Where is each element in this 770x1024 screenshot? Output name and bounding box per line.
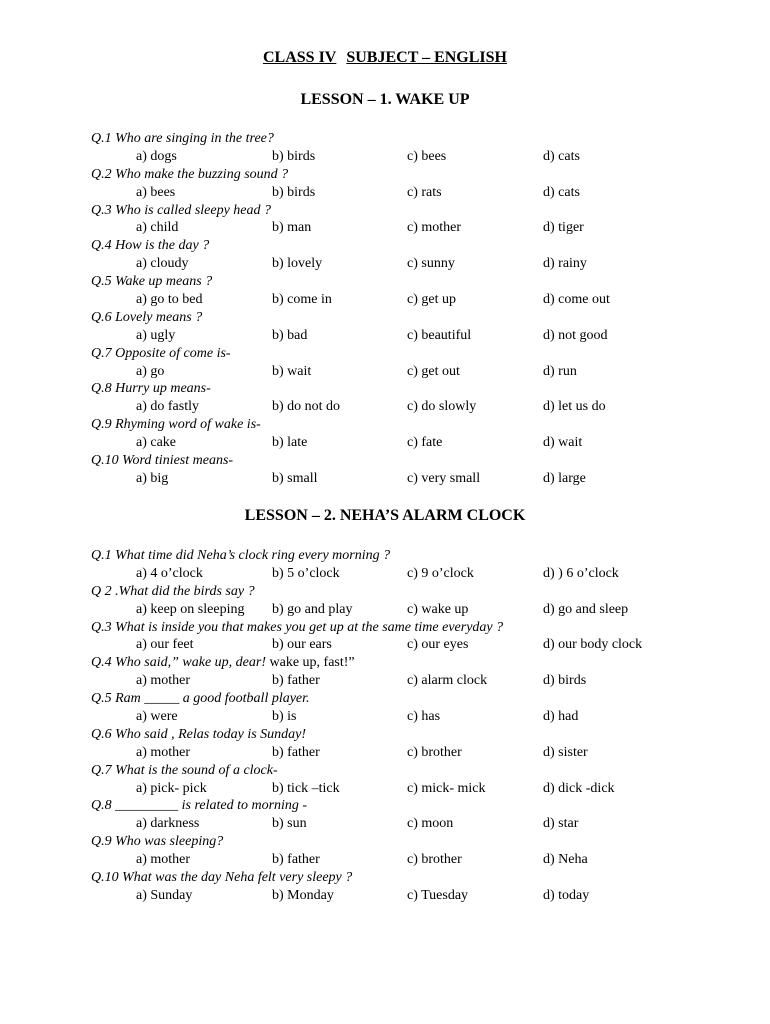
question-label: Q.1 Who are singing in the tree? bbox=[91, 131, 274, 146]
answer-option: a) big bbox=[136, 470, 169, 486]
answer-option: a) 4 o’clock bbox=[136, 565, 203, 581]
answer-options bbox=[91, 601, 751, 619]
question-label: Q.7 What is the sound of a clock- bbox=[91, 762, 278, 778]
answer-option: d) cats bbox=[543, 148, 580, 164]
answer-option: b) late bbox=[272, 435, 308, 451]
answer-option: c) get up bbox=[407, 292, 456, 308]
question-text bbox=[91, 583, 751, 601]
question-label: Q.10 What was the day Neha felt very sleepy ? bbox=[91, 870, 353, 886]
answer-option: d) dick -dick bbox=[543, 780, 615, 796]
answer-option: c) fate bbox=[407, 435, 443, 451]
worksheet-header bbox=[0, 48, 770, 68]
answer-option: a) cloudy bbox=[136, 256, 189, 272]
answer-option: c) alarm clock bbox=[407, 673, 488, 689]
answer-option: d) come out bbox=[543, 292, 610, 308]
answer-option: d) had bbox=[543, 709, 579, 725]
lesson-2-title: LESSON – 2. NEHA’S ALARM CLOCK bbox=[244, 507, 526, 524]
subject-label: SUBJECT – ENGLISH bbox=[346, 49, 507, 66]
question-text bbox=[91, 166, 751, 184]
answer-option: a) child bbox=[136, 220, 179, 236]
question-text bbox=[91, 654, 751, 672]
answer-options bbox=[91, 148, 751, 166]
answer-option: b) is bbox=[272, 709, 297, 725]
answer-option: d) Neha bbox=[543, 852, 588, 868]
answer-option: a) Sunday bbox=[136, 887, 193, 903]
answer-options bbox=[91, 398, 751, 416]
question-label: Q.1 What time did Neha’s clock ring every morning ? bbox=[91, 548, 391, 563]
answer-option: c) brother bbox=[407, 744, 462, 760]
question-text bbox=[91, 202, 751, 220]
question-text bbox=[91, 619, 751, 637]
question-text bbox=[91, 690, 751, 708]
lesson-1-questions bbox=[91, 130, 751, 488]
answer-option: b) small bbox=[272, 470, 318, 486]
question-label: Q.9 Rhyming word of wake is- bbox=[91, 417, 261, 433]
answer-option: b) do not do bbox=[272, 399, 341, 415]
answer-option: b) tick –tick bbox=[272, 780, 340, 796]
question-label: Q.2 Who make the buzzing sound ? bbox=[91, 166, 289, 182]
answer-option: a) our feet bbox=[136, 637, 194, 653]
answer-option: a) cake bbox=[136, 435, 177, 451]
answer-option: a) dogs bbox=[136, 148, 177, 164]
question-text bbox=[91, 726, 751, 744]
answer-options bbox=[91, 184, 751, 202]
question-text bbox=[91, 345, 751, 363]
question-label: Q.3 What is inside you that makes you get up at the same time everyday ? bbox=[91, 619, 504, 635]
answer-option: c) brother bbox=[407, 852, 462, 868]
answer-option: b) birds bbox=[272, 184, 316, 200]
answer-option: a) mother bbox=[136, 852, 191, 868]
answer-options bbox=[91, 291, 751, 309]
answer-option: c) sunny bbox=[407, 256, 455, 272]
answer-options bbox=[91, 327, 751, 345]
question-text bbox=[91, 416, 751, 434]
answer-option: b) come in bbox=[272, 292, 332, 308]
answer-option: c) our eyes bbox=[407, 637, 469, 653]
answer-options bbox=[91, 636, 751, 654]
answer-option: d) tiger bbox=[543, 220, 584, 236]
answer-option: b) lovely bbox=[272, 256, 323, 272]
question-label: Q.3 Who is called sleepy head ? bbox=[91, 202, 272, 218]
answer-option: a) darkness bbox=[136, 816, 200, 832]
question-label: Q.4 How is the day ? bbox=[91, 238, 210, 254]
answer-option: d) rainy bbox=[543, 256, 587, 272]
answer-option: c) get out bbox=[407, 363, 460, 379]
answer-options bbox=[91, 565, 751, 583]
question-label: Q.8 Hurry up means- bbox=[91, 381, 211, 397]
answer-options bbox=[91, 363, 751, 381]
answer-options bbox=[91, 255, 751, 273]
answer-option: a) mother bbox=[136, 673, 191, 689]
question-label: Q.7 Opposite of come is- bbox=[91, 345, 231, 361]
answer-option: c) bees bbox=[407, 148, 447, 164]
answer-option: c) mick- mick bbox=[407, 780, 486, 796]
question-text bbox=[91, 547, 751, 565]
question-text bbox=[91, 797, 751, 815]
answer-option: b) wait bbox=[272, 363, 312, 379]
answer-option: d) sister bbox=[543, 744, 588, 760]
answer-options bbox=[91, 851, 751, 869]
question-label: Q.4 Who said,” wake up, dear! bbox=[91, 655, 266, 671]
question-label: Q.8 _________ is related to morning - bbox=[91, 798, 308, 814]
question-text bbox=[91, 273, 751, 291]
answer-option: b) father bbox=[272, 744, 320, 760]
question-label: Q.5 Ram _____ a good football player. bbox=[91, 691, 310, 707]
question-label: Q.6 Lovely means ? bbox=[91, 309, 203, 325]
answer-option: d) go and sleep bbox=[543, 601, 629, 617]
answer-option: a) go to bed bbox=[136, 292, 203, 308]
answer-option: b) father bbox=[272, 852, 320, 868]
answer-option: a) were bbox=[136, 709, 178, 725]
answer-option: a) ugly bbox=[136, 327, 176, 343]
answer-option: c) moon bbox=[407, 816, 454, 832]
answer-option: a) keep on sleeping bbox=[136, 601, 245, 617]
answer-option: d) large bbox=[543, 470, 586, 486]
answer-option: d) birds bbox=[543, 673, 587, 689]
answer-options bbox=[91, 672, 751, 690]
answer-option: c) very small bbox=[407, 470, 481, 486]
answer-option: a) bees bbox=[136, 184, 176, 200]
answer-option: c) mother bbox=[407, 220, 462, 236]
question-label: Q.6 Who said , Relas today is Sunday! bbox=[91, 726, 307, 742]
lesson-2-questions bbox=[91, 547, 751, 905]
answer-option: c) Tuesday bbox=[407, 887, 469, 903]
question-text bbox=[91, 452, 751, 470]
answer-option: a) mother bbox=[136, 744, 191, 760]
answer-option: b) man bbox=[272, 220, 312, 236]
question-text bbox=[91, 762, 751, 780]
answer-option: c) rats bbox=[407, 184, 442, 200]
answer-option: c) do slowly bbox=[407, 399, 477, 415]
question-label: Q.9 Who was sleeping? bbox=[91, 834, 224, 850]
answer-option: c) has bbox=[407, 709, 441, 725]
question-label: Q.10 Word tiniest means- bbox=[91, 453, 234, 469]
answer-option: b) 5 o’clock bbox=[272, 565, 340, 581]
answer-options bbox=[91, 815, 751, 833]
answer-option: c) wake up bbox=[407, 601, 469, 617]
answer-options bbox=[91, 887, 751, 905]
answer-option: d) run bbox=[543, 363, 577, 379]
question-text bbox=[91, 237, 751, 255]
answer-options bbox=[91, 744, 751, 762]
answer-options bbox=[91, 434, 751, 452]
question-text bbox=[91, 309, 751, 327]
answer-option: d) wait bbox=[543, 435, 583, 451]
answer-option: b) sun bbox=[272, 816, 307, 832]
answer-option: b) go and play bbox=[272, 601, 353, 617]
answer-option: d) cats bbox=[543, 184, 580, 200]
question-text bbox=[91, 130, 751, 148]
question-text bbox=[91, 833, 751, 851]
answer-options bbox=[91, 780, 751, 798]
class-label: CLASS IV bbox=[262, 49, 337, 66]
answer-option: b) father bbox=[272, 673, 320, 689]
answer-option: d) our body clock bbox=[543, 637, 643, 653]
answer-option: d) star bbox=[543, 816, 579, 832]
answer-option: d) let us do bbox=[543, 399, 606, 415]
answer-options bbox=[91, 708, 751, 726]
answer-option: b) bad bbox=[272, 327, 308, 343]
answer-option: d) not good bbox=[543, 327, 608, 343]
answer-option: b) birds bbox=[272, 148, 316, 164]
answer-option: d) ) 6 o’clock bbox=[543, 565, 619, 581]
question-label-plain: wake up, fast!” bbox=[266, 655, 355, 671]
question-label: Q.5 Wake up means ? bbox=[91, 274, 213, 290]
answer-options bbox=[91, 219, 751, 237]
answer-option: c) 9 o’clock bbox=[407, 565, 474, 581]
answer-option: a) go bbox=[136, 363, 165, 379]
answer-options bbox=[91, 470, 751, 488]
answer-option: a) do fastly bbox=[136, 399, 199, 415]
question-text bbox=[91, 380, 751, 398]
question-label: Q 2 .What did the birds say ? bbox=[91, 583, 255, 599]
answer-option: b) our ears bbox=[272, 637, 332, 653]
answer-option: a) pick- pick bbox=[136, 780, 207, 796]
answer-option: d) today bbox=[543, 887, 590, 903]
lesson-1-title: LESSON – 1. WAKE UP bbox=[300, 91, 470, 108]
answer-option: c) beautiful bbox=[407, 327, 472, 343]
question-text bbox=[91, 869, 751, 887]
answer-option: b) Monday bbox=[272, 887, 334, 903]
